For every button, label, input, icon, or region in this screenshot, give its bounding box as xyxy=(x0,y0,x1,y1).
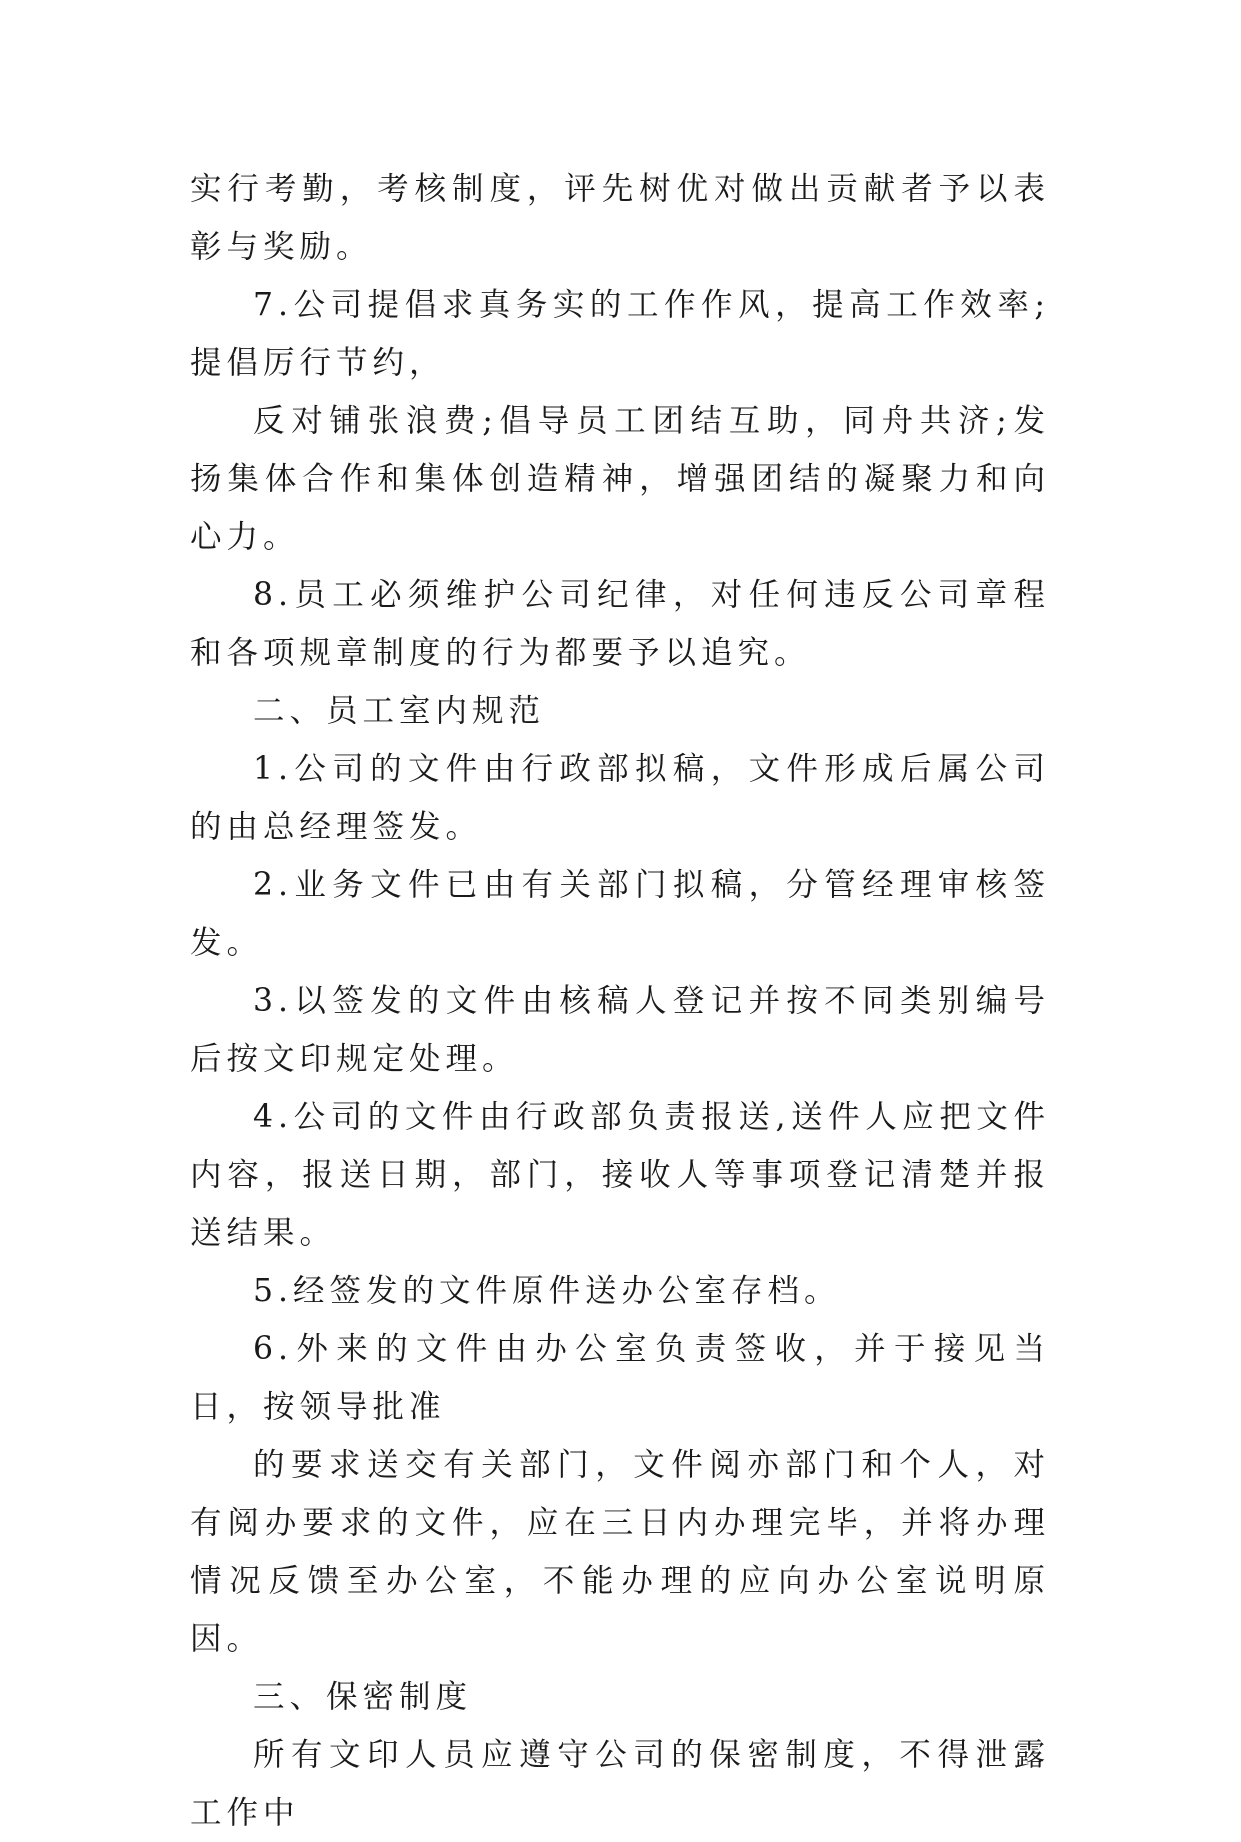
paragraph-item-7: 7.公司提倡求真务实的工作作风，提高工作效率;提倡厉行节约， xyxy=(190,287,1050,381)
section-heading-3: 三、保密制度 xyxy=(253,1679,473,1715)
paragraph-section2-item-2: 2.业务文件已由有关部门拟稿，分管经理审核签发。 xyxy=(190,867,1050,961)
paragraph-confidentiality: 所有文印人员应遵守公司的保密制度，不得泄露工作中 xyxy=(190,1737,1050,1831)
paragraph-section2-item-1: 1.公司的文件由行政部拟稿，文件形成后属公司的由总经理签发。 xyxy=(190,751,1050,845)
paragraph-rewards-continued: 实行考勤，考核制度，评先树优对做出贡献者予以表彰与奖励。 xyxy=(190,171,1050,265)
paragraph-section2-item-3: 3.以签发的文件由核稿人登记并按不同类别编号后按文印规定处理。 xyxy=(190,983,1050,1077)
paragraph-section2-item-6: 6.外来的文件由办公室负责签收，并于接见当日，按领导批准 xyxy=(190,1331,1050,1425)
paragraph-item-7-continued: 反对铺张浪费;倡导员工团结互助，同舟共济;发扬集体合作和集体创造精神，增强团结的凝聚力和向心力。 xyxy=(190,403,1050,555)
section-heading-2: 二、员工室内规范 xyxy=(253,693,546,729)
document-body xyxy=(190,160,1050,1842)
paragraph-item-8: 8.员工必须维护公司纪律，对任何违反公司章程和各项规章制度的行为都要予以追究。 xyxy=(190,577,1050,671)
paragraph-section2-item-5: 5.经签发的文件原件送办公室存档。 xyxy=(253,1273,841,1309)
paragraph-section2-item-6-continued: 的要求送交有关部门，文件阅亦部门和个人，对有阅办要求的文件，应在三日内办理完毕，并将办理情况反馈至办公室，不能办理的应向办公室说明原因。 xyxy=(190,1447,1050,1657)
paragraph-section2-item-4: 4.公司的文件由行政部负责报送,送件人应把文件内容，报送日期，部门，接收人等事项登记清楚并报送结果。 xyxy=(190,1099,1050,1251)
